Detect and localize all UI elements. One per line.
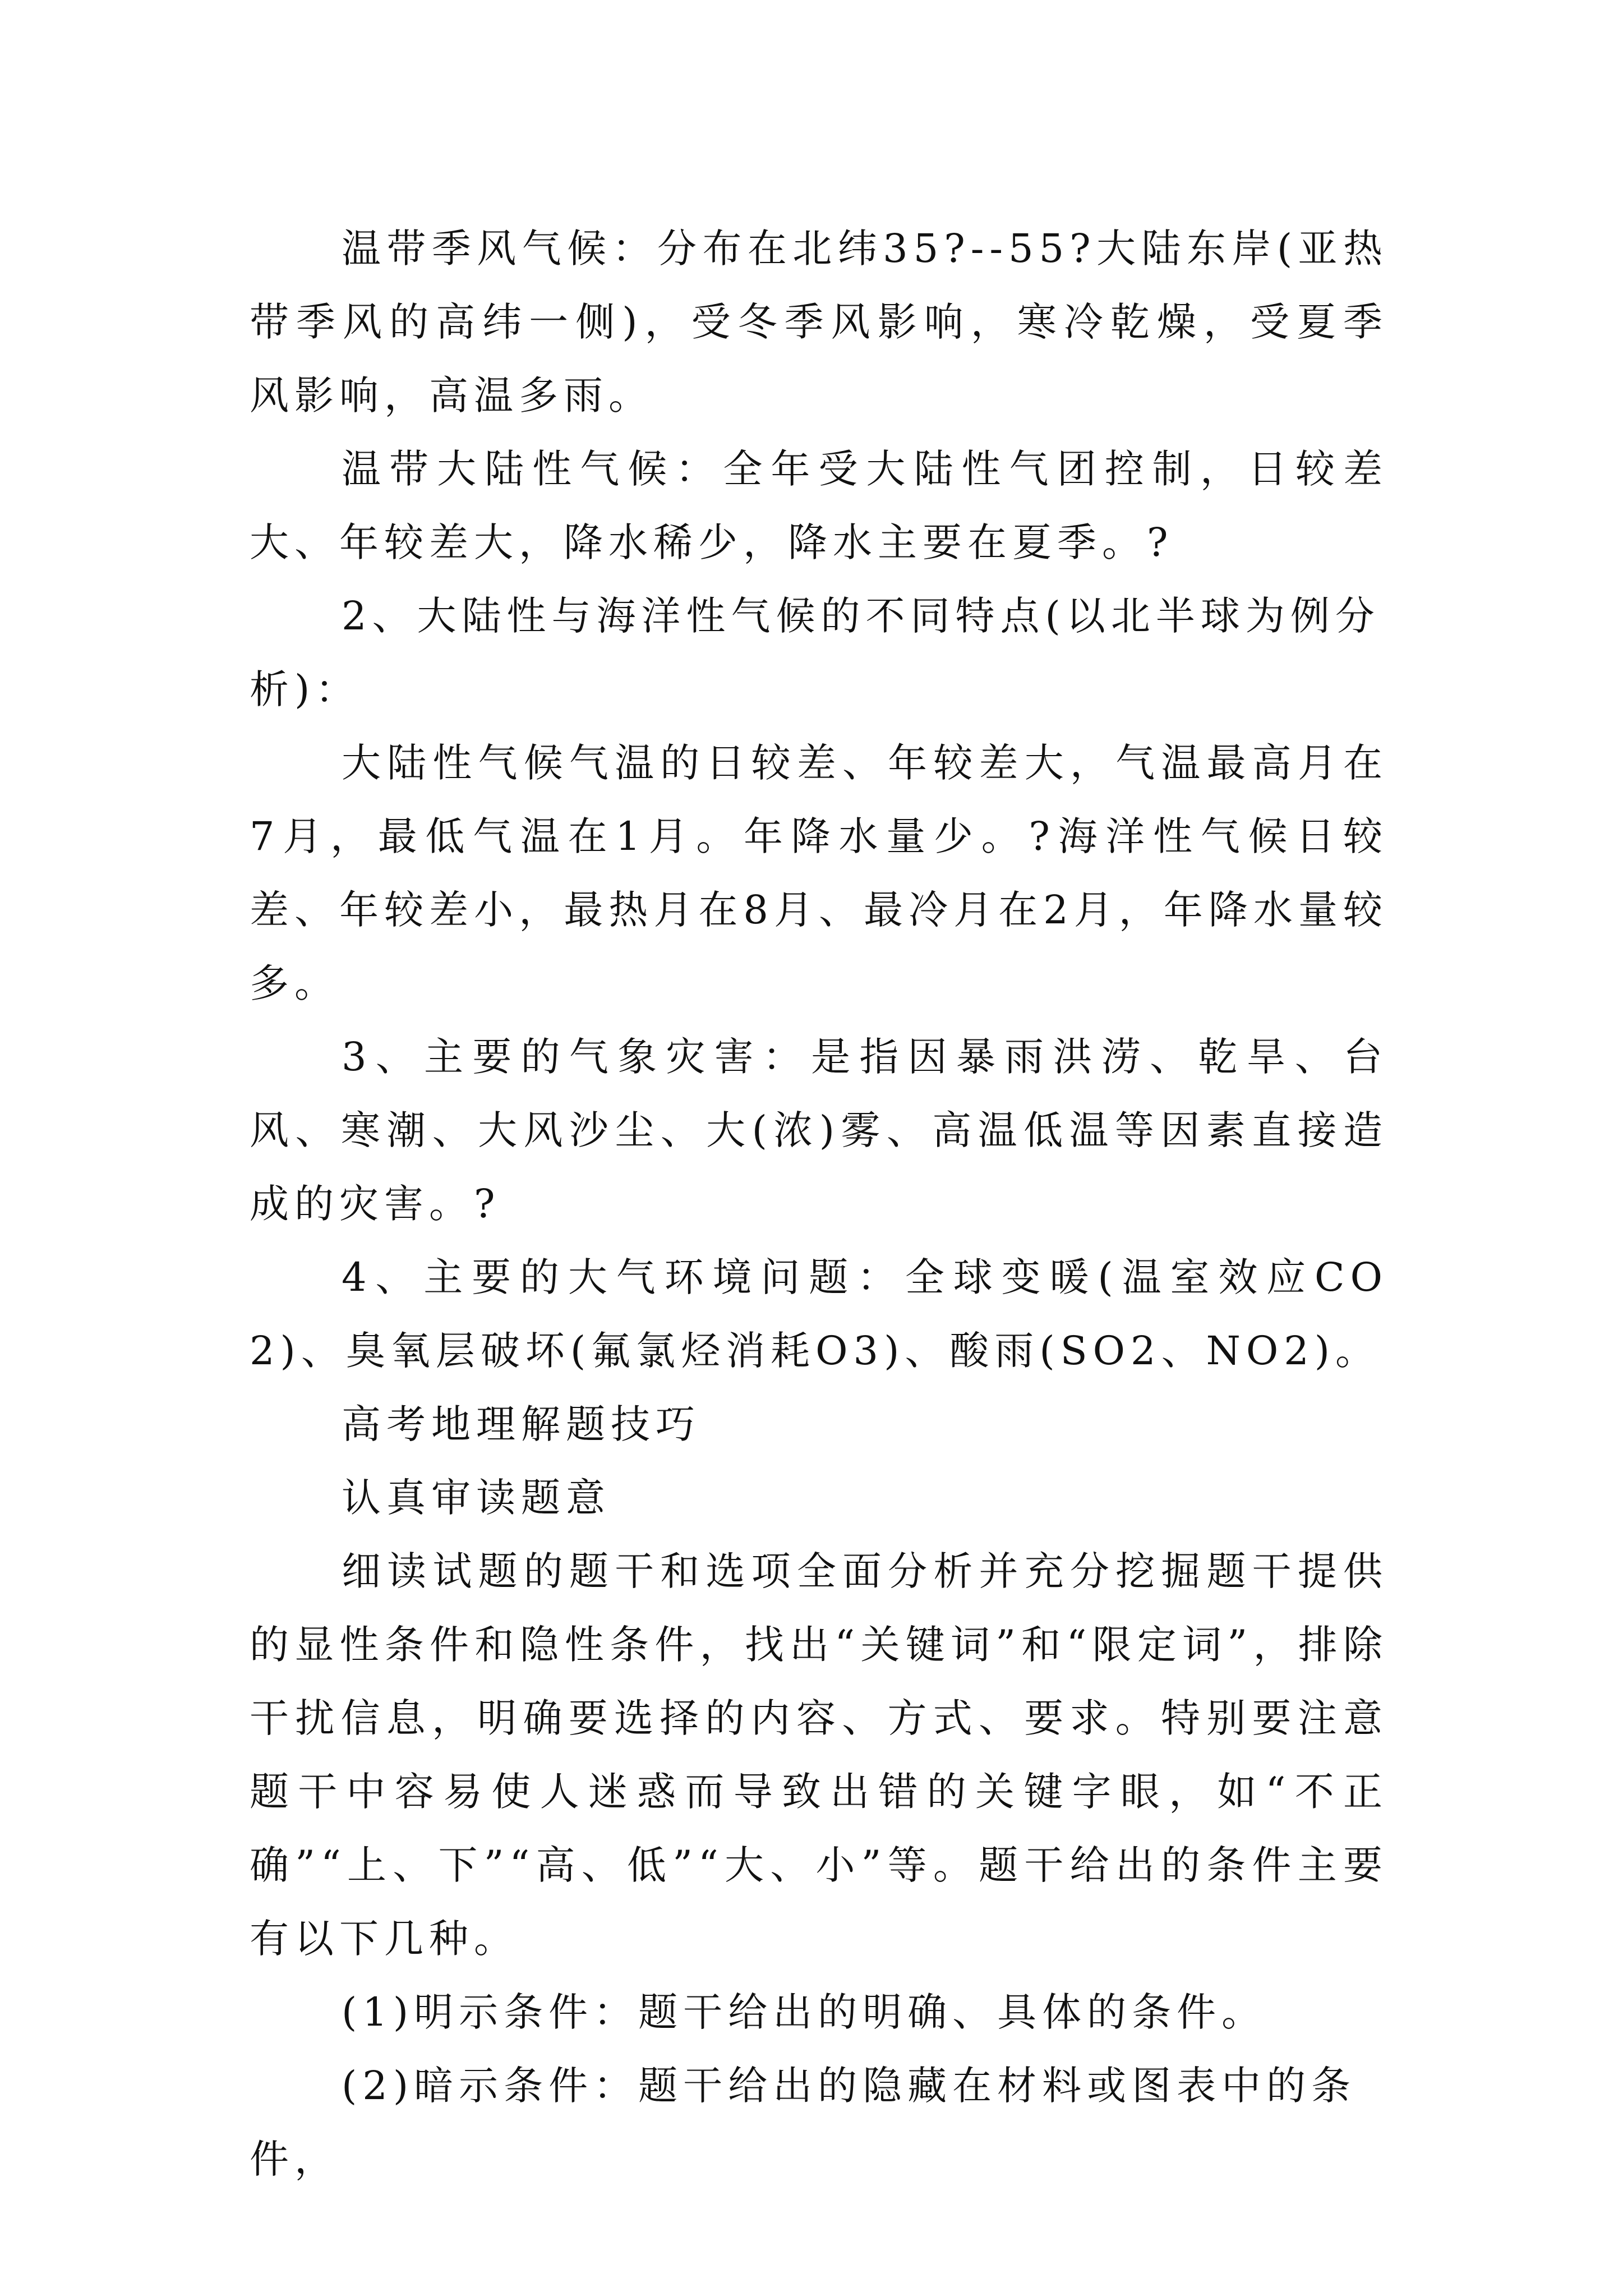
document-body <box>250 212 1388 2196</box>
paragraph-explicit-conditions: (1)明示条件：题干给出的明确、具体的条件。 <box>342 1989 1267 2035</box>
paragraph-reading-guidance: 细读试题的题干和选项全面分析并充分挖掘题干提供的显性条件和隐性条件，找出“关键词”和“限定词”，排除干扰信息，明确要选择的内容、方式、要求。特别要注意题干中容易使人迷惑而导致出错的关键字眼，如“不正确”“上、下”“高、低”“大、小”等。题干给出的条件主要有以下几种。 <box>250 1548 1388 1962</box>
paragraph-heading-read-carefully: 认真审读题意 <box>342 1475 611 1521</box>
paragraph-continental-vs-maritime: 大陆性气候气温的日较差、年较差大，气温最高月在7月，最低气温在1月。年降水量少。?海洋性气候日较差、年较差小，最热月在8月、最冷月在2月，年降水量较多。 <box>250 740 1388 1006</box>
paragraph-section-4-atmospheric-issues: 4、主要的大气环境问题：全球变暖(温室效应CO2)、臭氧层破坏(氟氯烃消耗O3)、酸雨(SO2、NO2)。 <box>250 1254 1388 1374</box>
paragraph-section-3-weather-disasters: 3、主要的气象灾害：是指因暴雨洪涝、乾旱、台风、寒潮、大风沙尘、大(浓)雾、高温低温等因素直接造成的灾害。? <box>250 1034 1388 1227</box>
paragraph-temperate-monsoon: 温带季风气候：分布在北纬35?--55?大陆东岸(亚热带季风的高纬一侧)，受冬季风影响，寒冷乾燥，受夏季风影响，高温多雨。 <box>250 226 1388 418</box>
paragraph-heading-exam-tips: 高考地理解题技巧 <box>342 1401 700 1447</box>
paragraph-implicit-conditions: (2)暗示条件：题干给出的隐藏在材料或图表中的条件， <box>250 2063 1357 2182</box>
paragraph-temperate-continental: 温带大陆性气候：全年受大陆性气团控制，日较差大、年较差大，降水稀少，降水主要在夏季。? <box>250 446 1388 565</box>
paragraph-section-2-heading: 2、大陆性与海洋性气候的不同特点(以北半球为例分析)： <box>250 593 1380 712</box>
